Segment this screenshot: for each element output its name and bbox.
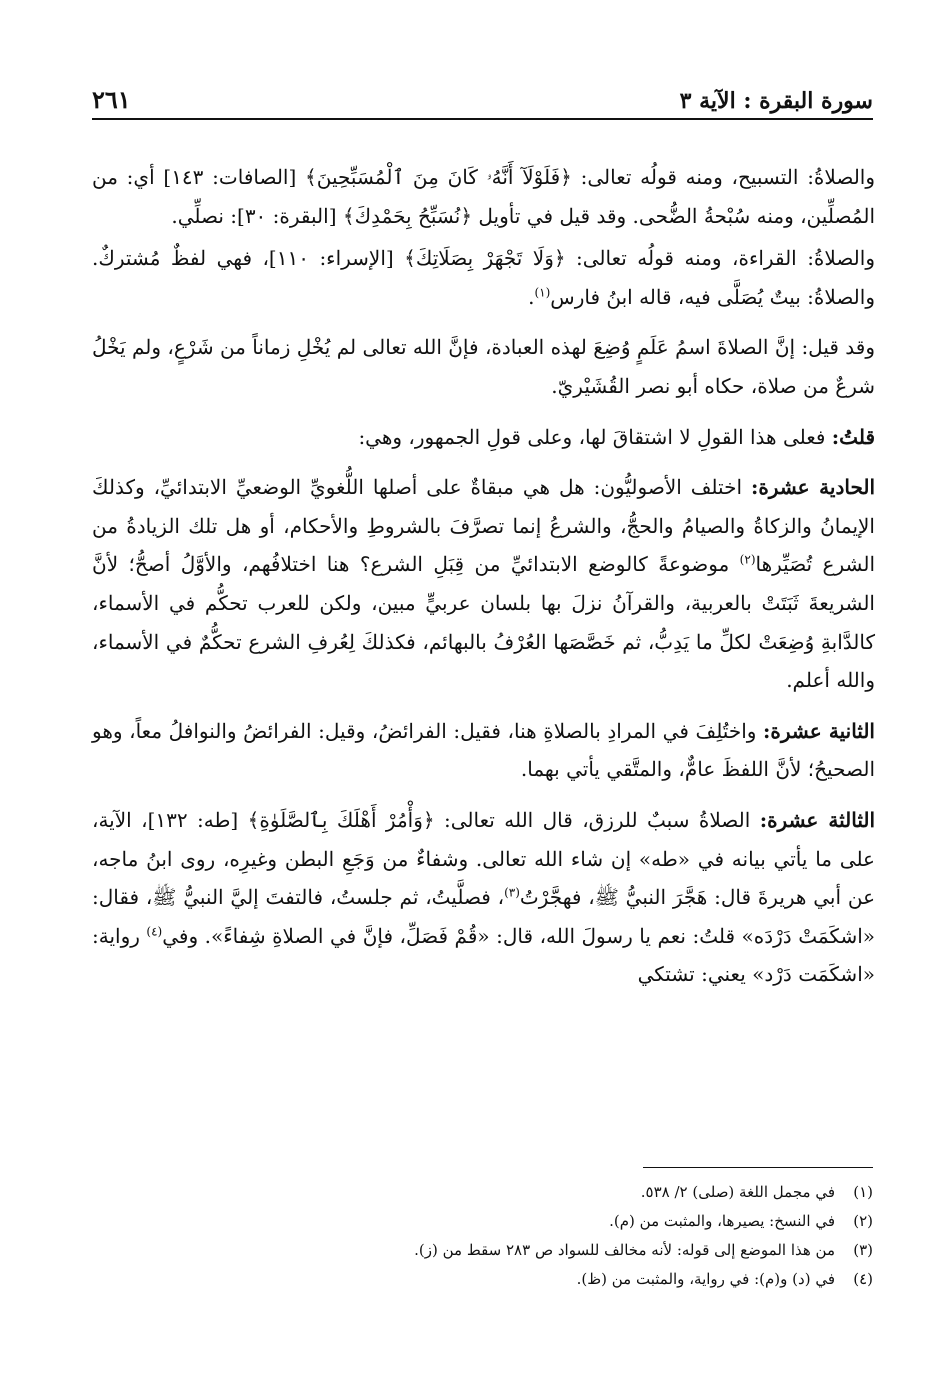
footnote-item	[92, 1265, 873, 1294]
paragraph-prayer-tasbih: والصلاةُ: التسبيح، ومنه قولُه تعالى: ﴿فَلَوْلَآ أَنَّهُۥ كَانَ مِنَ ٱلْمُسَبِّحِينَ﴾ [الصافات: ١٤٣] أي: من المُصلِّين، ومنه سُبْحةُ الضُّحى. وقد قيل في تأويل ﴿نُسَبِّحُ بِحَمْدِكَ﴾ [البقرة: ٣٠]: نصلِّي.	[92, 165, 876, 228]
paragraph-text: اختلف الأصوليُّون: هل هي مبقاةٌ على أصلها اللُّغويِّ الوضعيِّ الابتدائيِّ، وكذلكَ الإيمانُ والزكاةُ والصيامُ والحجُّ، والشرعُ إنما تصرَّفَ بالشروطِ والأحكام، أو هل تلك الزيادةُ من الشرع تُصَيِّرها	[92, 475, 875, 577]
footnote-item	[92, 1207, 873, 1236]
paragraph-eleventh	[92, 468, 875, 700]
footnote-item	[92, 1236, 873, 1265]
section-lead: قلتُ:	[831, 424, 875, 449]
footnotes	[92, 1178, 873, 1294]
footnote-number: (١)	[853, 1183, 873, 1201]
paragraph-text: فعلى هذا القولِ لا اشتقاقَ لها، وعلى قولِ الجمهور، وهي:	[358, 424, 832, 449]
footnote-divider	[643, 1167, 873, 1168]
section-lead: الثالثة عشرة:	[759, 807, 876, 832]
footnote-ref-2: (٢)	[739, 552, 756, 567]
paragraph-thirteenth	[92, 801, 875, 994]
paragraph-text: رواية: «اشكَمَت دَرْد» يعني: تشتكي	[92, 923, 875, 987]
section-lead: الثانية عشرة:	[763, 718, 875, 743]
footnote-number: (٣)	[853, 1241, 873, 1259]
paragraph-proper-name: وقد قيل: إنَّ الصلاةَ اسمُ عَلَمٍ وُضِعَ لهذه العبادة، فإنَّ الله تعالى لم يُخْلِ زماناً من شَرْعٍ، ولم يَخْلُ شرعٌ من صلاة، حكاه أبو نصر القُشَيْريّ.	[92, 335, 875, 398]
footnote-text: من هذا الموضع إلى قوله: لأنه مخالف للسواد ص ٢٨٣ سقط من (ز).	[414, 1241, 835, 1259]
chapter-title: سورة البقرة : الآية ٣	[679, 88, 873, 114]
paragraph-text: الصلاةُ سببٌ للرزق، قال الله تعالى: ﴿وَأْمُرْ أَهْلَكَ بِٱلصَّلَوٰةِ﴾ [طه: ١٣٢]، الآية، على ما يأتي بيانه في «طه» إن شاء الله تعالى. وشفاءٌ من وَجَعِ البطن وغيرِه، روى ابنُ ماجه، عن أبي هريرةَ قال: هَجَّرَ النبيُّ ﷺ، فهجَّرْتُ	[92, 807, 876, 910]
footnote-item	[92, 1178, 873, 1207]
running-header	[92, 80, 873, 120]
footnote-number: (٢)	[853, 1212, 873, 1230]
paragraph-text: ، فصلَّيتُ، ثم جلستُ، فالتفتَ إليَّ النبيُّ ﷺ، فقال: «اشكَمَتْ دَرْدَه» قلتُ: نعم يا رسولَ الله، قال: «قُمْ فَصَلِّ، فإنَّ في الصلاةِ شِفاءً». وفي	[92, 885, 875, 948]
footnote-text: في (د) و(م): في رواية، والمثبت من (ظ).	[576, 1270, 835, 1288]
main-text	[92, 158, 875, 1006]
paragraph-end: .	[528, 284, 535, 309]
page-number: ٢٦١	[92, 85, 131, 114]
footnote-text: في النسخ: يصيرها، والمثبت من (م).	[609, 1212, 835, 1230]
footnote-ref-3: (٣)	[504, 885, 520, 900]
footnote-number: (٤)	[853, 1270, 873, 1288]
section-lead: الحادية عشرة:	[750, 475, 876, 500]
paragraph-qultu	[92, 418, 875, 457]
paragraph-text: واختُلِفَ في المرادِ بالصلاةِ هنا، فقيل: الفرائضُ، وقيل: الفرائضُ والنوافلُ معاً، وهو الصحيحُ؛ لأنَّ اللفظَ عامٌّ، والمتَّقي يأتي بهما.	[92, 718, 875, 782]
footnote-text: في مجمل اللغة (صلى) ٢/ ٥٣٨.	[640, 1183, 835, 1201]
footnote-ref-1: (١)	[534, 285, 551, 300]
paragraph-prayer-recitation	[92, 239, 875, 316]
paragraph-text: موضوعةً كالوضع الابتدائيِّ من قِبَلِ الشرع؟ هنا اختلافُهم، والأوَّلُ أصحُّ؛ لأنَّ الشريعةَ ثَبَتَتْ بالعربية، والقرآنُ نزلَ بها بلسان عربيٍّ مبين، ولكن للعرب تحكُّم في الأسماء، كالدَّابةِ وُضِعَتْ لكلِّ ما يَدِبُّ، ثم خَصَّصَها العُرْفُ بالبهائم، فكذلكَ لِعُرفِ الشرع تحكُّمٌ في الأسماء، والله أعلم.	[92, 552, 875, 693]
paragraph-text: والصلاةُ: القراءة، ومنه قولُه تعالى: ﴿وَلَا تَجْهَرْ بِصَلَاتِكَ﴾ [الإسراء: ١١٠]، فهي لفظٌ مُشتركٌ. والصلاةُ: بيتٌ يُصَلَّى فيه، قاله ابنُ فارس	[92, 246, 875, 309]
footnote-ref-4: (٤)	[146, 924, 163, 939]
paragraph-twelfth	[92, 712, 875, 789]
